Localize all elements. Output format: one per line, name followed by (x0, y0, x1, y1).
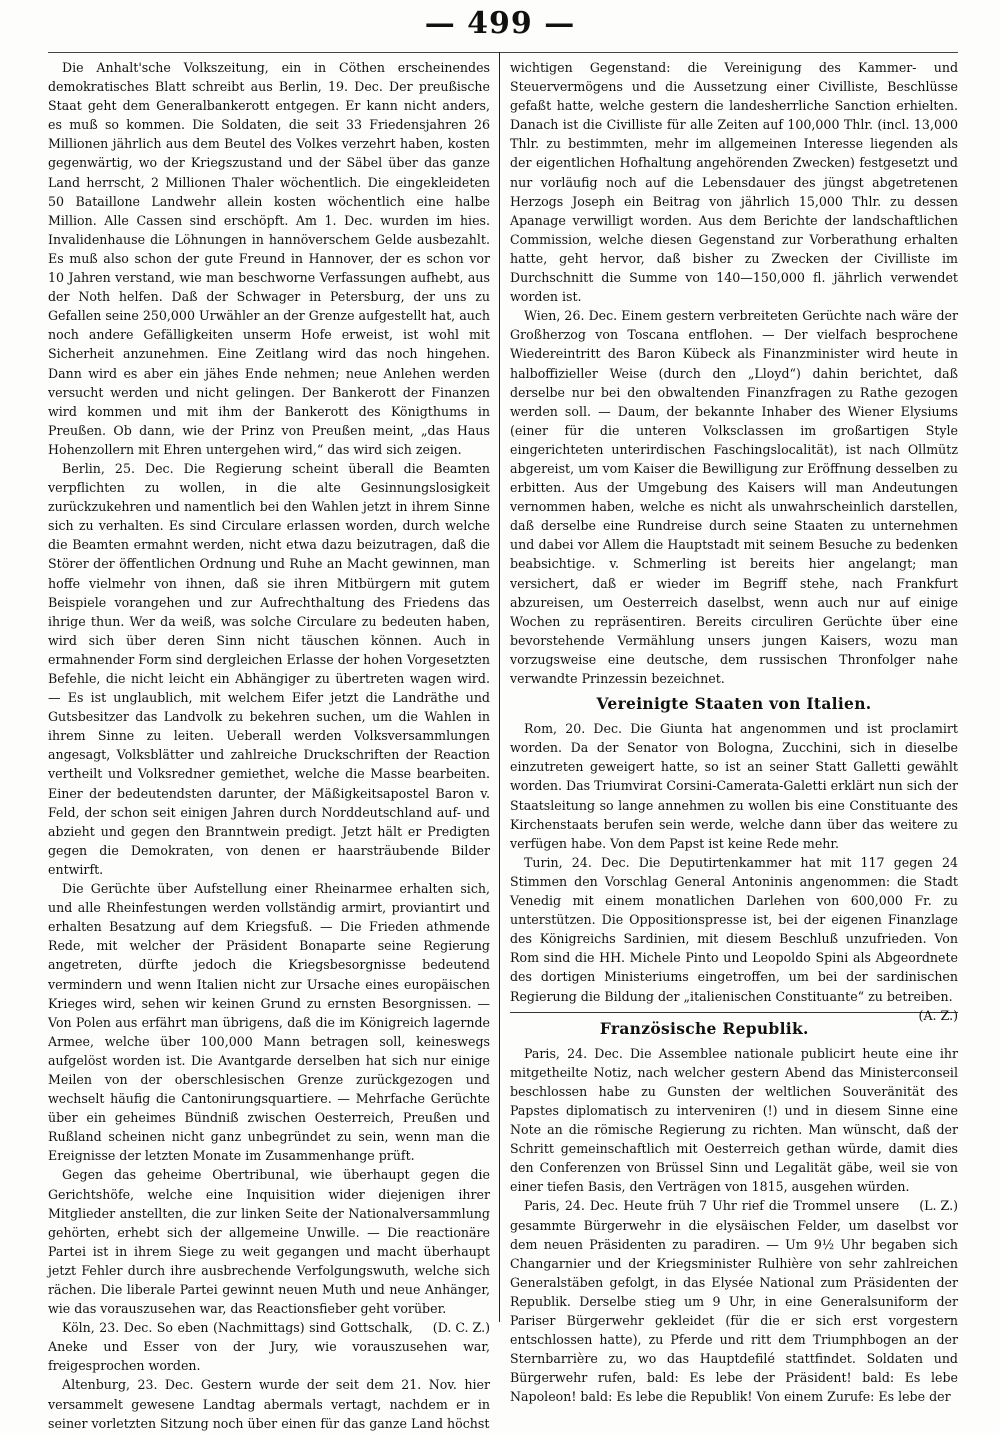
article-wien: Wien, 26. Dec. Einem gestern verbreiteten Gerüchte nach wäre der Großherzog von Toscana entflohen. — Der vielfach besprochene Wiedereintritt des Baron Kübeck als Finanzminister wird heute in halboffizieller Weise (durch den „Lloyd“) dahin berichtet, daß derselbe nur bei den obwaltenden Finanzfragen zu Rathe gezogen werden soll. — Daum, der bekannte Inhaber des Wiener Elysiums (einer für die unteren Volksclassen im großartigen Style eingerichteten unterirdischen Faschingslocalität), ist nach Ollmütz abgereist, um vom Kaiser die Bewilligung zur Eröffnung desselben zu erbitten. Aus der Umgebung des Kaisers will man Andeutungen vernommen haben, welche es nicht als unwahrscheinlich darstellen, daß derselbe eine Rundreise durch seine Staaten zu unternehmen und dabei vor Allem die Hauptstadt mit seinem Besuche zu bedenken beabsichtige. v. Schmerling ist bereits hier angelangt; man versichert, daß er wieder im Begriff stehe, nach Frankfurt abzureisen, um Oesterreich daselbst, wenn auch nur auf einige Wochen zu repräsentiren. Bereits circuliren Gerüchte über eine bevorstehende Vermählung unsers jungen Kaisers, wozu man vorzugsweise eine deutsche, dem russischen Thronfolger nahe verwandte Prinzessin bezeichnet. (510, 308, 958, 686)
section-heading-france: Französische Republik. (510, 1012, 958, 1038)
article-paris-1-text: Paris, 24. Dec. Die Assemblee nationale publicirt heute eine ihr mitgetheilte Notiz, nach welcher gestern Abend das Ministerconseil beschlossen habe zu Gunsten der weltlichen Souveränität des Papstes diplomatisch zu interveniren (!) und in diesem Sinne eine Note an die römische Regierung zu richten. Man wünscht, daß der Schritt gemeinschaftlich mit Oesterreich gethan würde, damit dies den Conferenzen von Brüssel Sinn und Legalität gäbe, weil sie von einer tiefen Basis, den Verträgen von 1815, ausgehen würden. (510, 1045, 958, 1195)
article-turin (510, 853, 958, 1023)
section-heading-italy: Vereinigte Staaten von Italien. (596, 694, 872, 714)
article-paris-1 (510, 1044, 958, 1214)
left-column (48, 58, 490, 1431)
article-obertribunal (48, 1165, 490, 1336)
source-signature: (D. C. Z.) (432, 1320, 490, 1336)
article-rom: Rom, 20. Dec. Die Giunta hat angenommen und ist proclamirt worden. Da der Senator von Bologna, Zucchini, sich in dieselbe einzutreten geweigert hatte, so ist an seiner Statt Galletti gewählt worden. Das Triumvirat Corsini-Camerata-Galetti erklärt nun sich der Staatsleitung so lange annehmen zu wollen bis eine Constituante des Kirchenstaats berufen sein werde, welche dann über das weitere zu verfügen habe. Von dem Papst ist keine Rede mehr. (510, 721, 958, 851)
article-obertribunal-text: Gegen das geheime Obertribunal, wie überhaupt gegen die Gerichtshöfe, welche eine Inquisition wider diejenigen ihrer Mitglieder anstellten, die zur linken Seite der Nationalversammlung gehörten, erhebt sich der allgemeine Unwille. — Die reactionäre Partei ist in ihrem Siege zu weit gegangen und macht überhaupt jetzt Fehler durch ihre ausbrechende Verfolgungswuth, welche sich rächen. Die liberale Partei gewinnt neuen Muth und neue Anhänger, wie das vorauszusehen war, das Reactionsfieber geht vorüber. (48, 1167, 490, 1317)
page-number: — 499 — (424, 6, 576, 41)
article-altenburg: Altenburg, 23. Dec. Gestern wurde der seit dem 21. Nov. hier versammelt gewesene Landtag abermals vertagt, nachdem er in seiner vorletzten Sitzung noch über einen für das ganze Land höchst (48, 1377, 490, 1431)
article-rheinarmee: Die Gerüchte über Aufstellung einer Rheinarmee erhalten sich, und alle Rheinfestungen werden vollständig armirt, proviantirt und erhalten Besatzung auf dem Kriegsfuß. — Die Frieden athmende Rede, mit welcher der Präsident Bonaparte seine Regierung angetreten, dürfte jedoch die Kriegsbesorgnisse bedeutend vermindern und wenn Italien nicht zur Ursache eines europäischen Krieges wird, sehen wir keinen Grund zu ernsten Besorgnissen. — Von Polen aus erfährt man übrigens, daß die im Königreich lagernde Armee, welche über 100,000 Mann betragen soll, keineswegs aufgelöst worden ist. Die Avantgarde derselben hat sich nur einige Meilen von der oberschlesischen Grenze zurückgezogen und wechselt häufig die Cantonirungsquartiere. — Mehrfache Gerüchte über ein geheimes Bündniß zwischen Oesterreich, Preußen und Rußland scheinen nicht ganz unbegründet zu sein, wenn man die Ereignisse der letzten Monate im Zusammenhange prüft. (48, 881, 490, 1164)
article-volkszeitung: Die Anhalt'sche Volkszeitung, ein in Cöthen erscheinendes demokratisches Blatt schreibt aus Berlin, 19. Dec. Der preußische Staat geht dem Generalbankerott entgegen. Er kann nicht anders, es muß so kommen. Die Soldaten, die seit 33 Friedensjahren 26 Millionen jährlich aus dem Beutel des Volkes verzehrt haben, kosten gegenwärtig, wo der Kriegszustand und der Säbel über das ganze Land herrscht, 2 Millionen Thaler wöchentlich. Die eingekleideten 50 Bataillone Landwehr allein kosten wöchentlich eine halbe Million. Alle Cassen sind erschöpft. Am 1. Dec. wurden im hies. Invalidenhause die Löhnungen in hannöverschem Gelde ausbezahlt. Es muß also schon der gute Freund in Hannover, der es schon vor 10 Jahren verstand, wie man beschworne Verfassungen aufhebt, aus der Noth helfen. Daß der Schwager in Petersburg, der uns zu Gefallen seine 250,000 Urwähler an der Grenze aufgestellt hat, auch noch andere Gefälligkeiten unserm Hofe erweist, ist wohl mit Sicherheit anzunehmen. Eine Zeitlang wird das noch hingehen. Dann wird es aber ein jähes Ende nehmen; neue Anlehen werden versucht werden und nicht gelingen. Der Bankerott der Finanzen wird kommen und mit ihm der Bankerott des Königthums in Preußen. Ob dann, wie der Prinz von Preußen meint, „das Haus Hohenzollern mit Ehren untergehen wird,“ das wird sich zeigen. (48, 60, 490, 457)
source-signature: (A. Z.) (918, 1007, 958, 1023)
article-turin-text: Turin, 24. Dec. Die Deputirtenkammer hat mit 117 gegen 24 Stimmen den Vorschlag General Antoninis angenommen: die Stadt Venedig mit einem monatlichen Darlehen von 600,000 Fr. zu unterstützen. Die Oppositionspresse ist, bei der eigenen Finanzlage des Königreichs Sardinien, mit diesem Beschluß unzufrieden. Von Rom sind die HH. Michele Pinto und Leopoldo Spini als Abgeordnete des dortigen Ministeriums eingetroffen, um bei der sardinischen Regierung die Bildung der „italienischen Constituante“ zu betreiben. (510, 854, 958, 1004)
source-signature: (L. Z.) (919, 1198, 958, 1214)
article-altenburg-continued: wichtigen Gegenstand: die Vereinigung des Kammer- und Steuervermögens und die Aussetzung einer Civilliste, Beschlüsse gefaßt hatte, welche gestern die landesherrliche Sanction erhielten. Danach ist die Civilliste für alle Zeiten auf 100,000 Thlr. (incl. 13,000 Thlr. zu bestimmten, mehr im allgemeinen Interesse liegenden als der eigentlichen Hofhaltung angehörenden Zwecken) festgesetzt und nur vorläufig noch auf die Lebensdauer des jüngst abgetretenen Herzogs Joseph ein Beitrag von jährlich 15,000 Thlr. zu dessen Apanage verwilligt worden. Aus dem Berichte der landschaftlichen Commission, welche diesen Gegenstand zur Vorberathung erhalten hatte, geht hervor, daß bisher zu Zwecken der Civilliste im Durchschnitt die Summe von 140—150,000 fl. jährlich verwendet worden ist. (510, 60, 958, 305)
header-rule (48, 52, 958, 53)
article-berlin: Berlin, 25. Dec. Die Regierung scheint überall die Beamten verpflichten zu wollen, in die alte Gesinnungslosigkeit zurückzukehren und namentlich bei den Wahlen jetzt in ihrem Sinne sich zu verhalten. Es sind Circulare erlassen worden, durch welche die Beamten ermahnt werden, nicht etwa dazu beizutragen, daß die Störer der öffentlichen Ordnung und Ruhe an Macht gewinnen, man hoffe vielmehr von ihnen, daß sie ihren Mitbürgern mit gutem Beispiele vorangehen und zur Aufrechthaltung des Friedens das ihrige thun. Wer da weiß, was solche Circulare zu bedeuten haben, wird sich über deren Sinn nicht täuschen können. Auch in ermahnender Form sind dergleichen Erlasse der hohen Vorgesetzten Befehle, die nicht leicht ein Abhängiger zu übertreten wagen wird. — Es ist unglaublich, mit welchem Eifer jetzt die Landräthe und Gutsbesitzer das Landvolk zu bekehren suchen, um die Wahlen in ihrem Sinne zu leiten. Ueberall werden Volksversammlungen angesagt, Volksblätter und zahlreiche Druckschriften der Reaction vertheilt und Volksredner gemiethet, welche die Masse bearbeiten. Einer der bedeutendsten darunter, der Mäßigkeitsapostel Baron v. Feld, der schon seit einigen Jahren durch Norddeutschland auf- und abzieht und gegen den Branntwein predigt. Jetzt hält er Predigten gegen die Demokraten, von denen er haarsträubende Bilder entwirft. (48, 460, 490, 877)
right-column (510, 58, 958, 1405)
article-koeln: Köln, 23. Dec. So eben (Nachmittags) sind Gottschalk, Aneke und Esser von der Jury, wie vorauszusehen war, freigesprochen worden. (48, 1320, 490, 1374)
column-divider (499, 52, 500, 1322)
article-paris-2: Paris, 24. Dec. Heute früh 7 Uhr rief die Trommel unsere gesammte Bürgerwehr in die elysäischen Felder, um daselbst vor dem neuen Präsidenten zu paradiren. — Um 9½ Uhr begaben sich Changarnier und der Kriegsminister Rulhière von sehr zahlreichen Generalstäben gefolgt, in das Elysée National zum Präsidenten der Republik. Derselbe stieg um 9 Uhr, in eine Generalsuniform der Pariser Bürgerwehr gekleidet (für die er sich erst vorgestern entschlossen hatte), zu Pferde und ritt dem Triumphbogen an der Sternbarrière zu, wo das Hauptdefilé stattfindet. Soldaten und Bürgerwehr rufen, bald: Es lebe der Präsident! bald: Es lebe Napoleon! bald: Es lebe die Republik! Von einem Zurufe: Es lebe der (510, 1198, 958, 1405)
